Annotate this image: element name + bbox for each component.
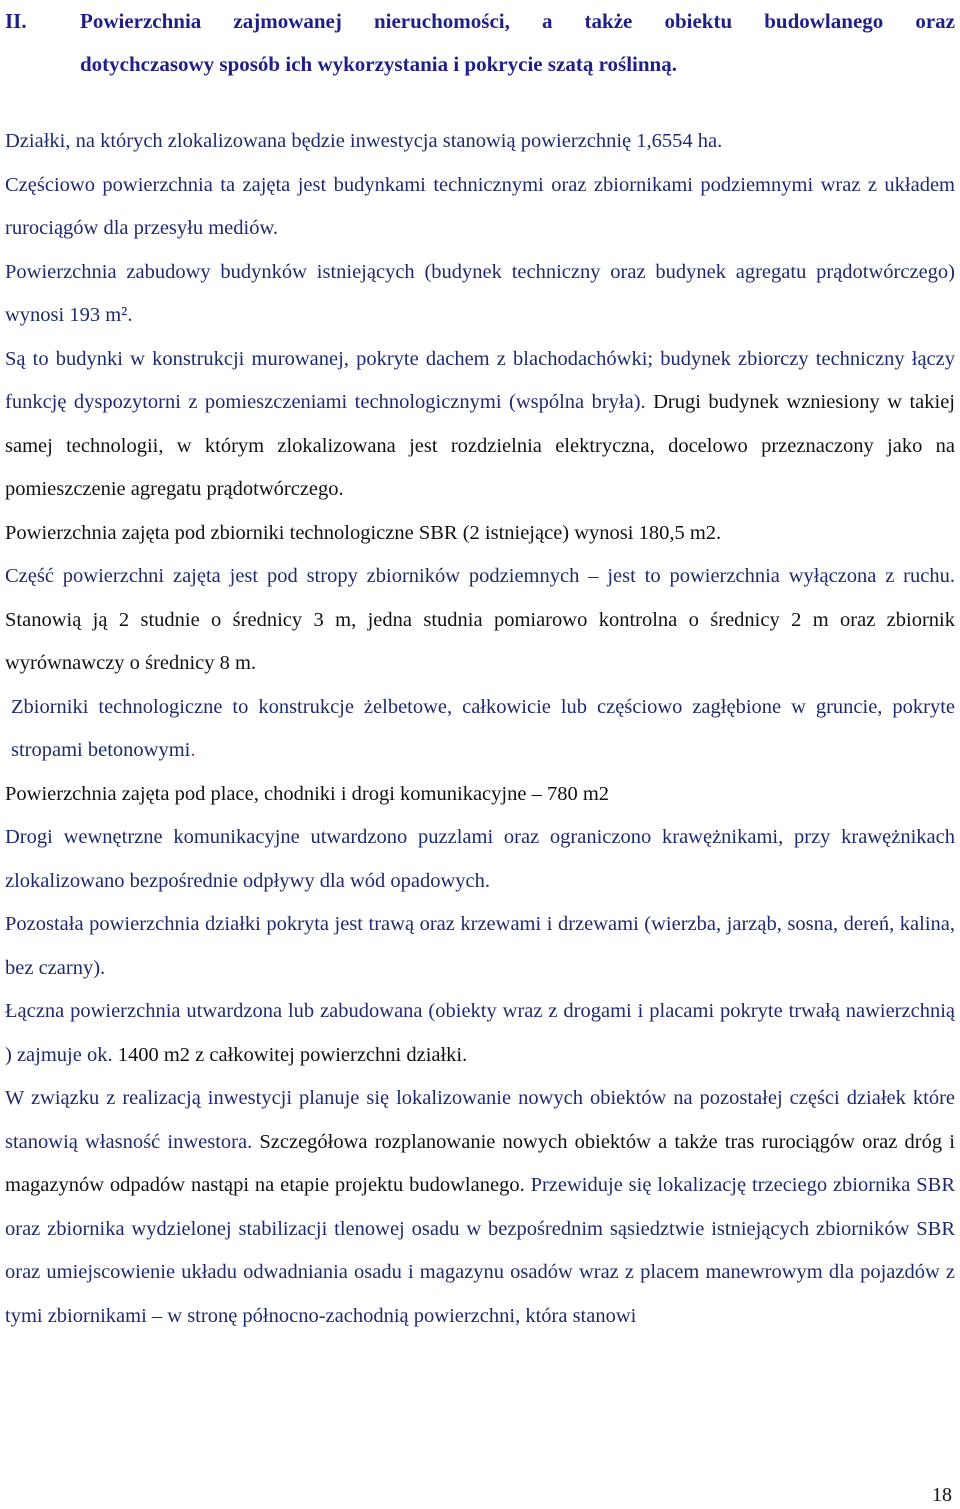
paragraph-building-construction xyxy=(5,338,955,512)
paragraph-new-objects xyxy=(5,1077,955,1338)
document-body xyxy=(5,120,955,1338)
paragraph-underground-tanks-part-1: Część powierzchni zajęta jest pod stropy zbiorników podziemnych – jest to powierzchnia wyłączona z ruchu. xyxy=(5,565,955,587)
paragraph-technical-buildings: Częściowo powierzchnia ta zajęta jest budynkami technicznymi oraz zbiornikami podziemnymi wraz z układem rurociągów dla przesyłu mediów. xyxy=(5,173,955,239)
paragraph-plot-area: Działki, na których zlokalizowana będzie inwestycja stanowią powierzchnię 1,6554 ha. xyxy=(5,130,723,152)
page-number: 18 xyxy=(932,1484,952,1506)
paragraph-tank-construction xyxy=(5,686,955,773)
paragraph-tank-construction-text: Zbiorniki technologiczne to konstrukcje żelbetowe, całkowicie lub częściowo zagłębione w gruncie, pokryte stropami betonowymi xyxy=(11,695,955,761)
paragraph-built-area: Powierzchnia zabudowy budynków istniejących (budynek techniczny oraz budynek agregatu prądotwórczego) wynosi 193 m². xyxy=(5,260,955,326)
section-title-line-1: Powierzchnia zajmowanej nieruchomości, a także obiektu budowlanego oraz xyxy=(80,9,955,33)
paragraph-internal-roads: Drogi wewnętrzne komunikacyjne utwardzono puzzlami oraz ograniczono krawężnikami, przy krawężnikach zlokalizowano bezpośrednie odpływy dla wód opadowych. xyxy=(5,826,955,892)
paragraph-total-hardened-area-part-1: Łączna powierzchnia utwardzona lub zabudowana (obiekty wraz z drogami i placami pokryte trwałą nawierzchnią ) zajmuje ok. xyxy=(5,1000,955,1066)
paragraph-sbr-tanks: Powierzchnia zajęta pod zbiorniki technologiczne SBR (2 istniejące) wynosi 180,5 m2. xyxy=(5,521,722,544)
paragraph-tank-construction-period: . xyxy=(190,739,196,761)
section-number: II. xyxy=(5,9,27,33)
paragraph-underground-tanks-part-2: Stanowią ją 2 studnie o średnicy 3 m, jedna studnia pomiarowo kontrolna o średnicy 2 m oraz zbiornik wyrównawczy o średnicy 8 m. xyxy=(5,608,955,674)
paragraph-total-hardened-area-part-2: 1400 m2 z całkowitej powierzchni działki. xyxy=(112,1043,468,1066)
paragraph-total-hardened-area xyxy=(5,990,955,1077)
paragraph-building-construction-part-1: Są to budynki w konstrukcji murowanej, pokryte dachem z blachodachówki; budynek zbiorczy techniczny łączy funkcję dyspozytorni z pomieszczeniami technologicznymi (wspólna bryła). xyxy=(5,347,955,413)
paragraph-building-construction-part-2: Drugi budynek wzniesiony w takiej samej technologii, w którym zlokalizowana jest rozdzielnia elektryczna, docelowo przeznaczony jako na pomieszczenie agregatu prądotwórczego. xyxy=(5,391,955,500)
paragraph-new-objects-part-1: W związku z realizacją inwestycji planuje się lokalizowanie nowych obiektów na pozostałej części działek które stanowią własność inwestora. xyxy=(5,1087,955,1153)
section-title-line-2: dotychczasowy sposób ich wykorzystania i pokrycie szatą roślinną. xyxy=(80,52,677,76)
paragraph-underground-tanks xyxy=(5,555,955,686)
paragraph-vegetation: Pozostała powierzchnia działki pokryta jest trawą oraz krzewami i drzewami (wierzba, jarząb, sosna, dereń, kalina, bez czarny). xyxy=(5,913,955,979)
paragraph-roads-area: Powierzchnia zajęta pod place, chodniki i drogi komunikacyjne – 780 m2 xyxy=(5,782,610,805)
section-heading xyxy=(5,0,955,86)
paragraph-new-objects-part-2: Szczegółowa rozplanowanie nowych obiektów a także tras rurociągów oraz dróg i magazynów odpadów nastąpi na etapie projektu budowlanego. xyxy=(5,1130,955,1196)
paragraph-new-objects-part-3: Przewiduje się lokalizację trzeciego zbiornika SBR oraz zbiornika wydzielonej stabilizacji tlenowej osadu w bezpośrednim sąsiedztwie istniejących zbiorników SBR oraz umiejscowienie układu odwadniania osadu i magazynu osadów wraz z placem manewrowym dla pojazdów z tymi zbiornikami – w stronę północno-zachodnią powierzchni, która stanowi xyxy=(5,1174,955,1327)
